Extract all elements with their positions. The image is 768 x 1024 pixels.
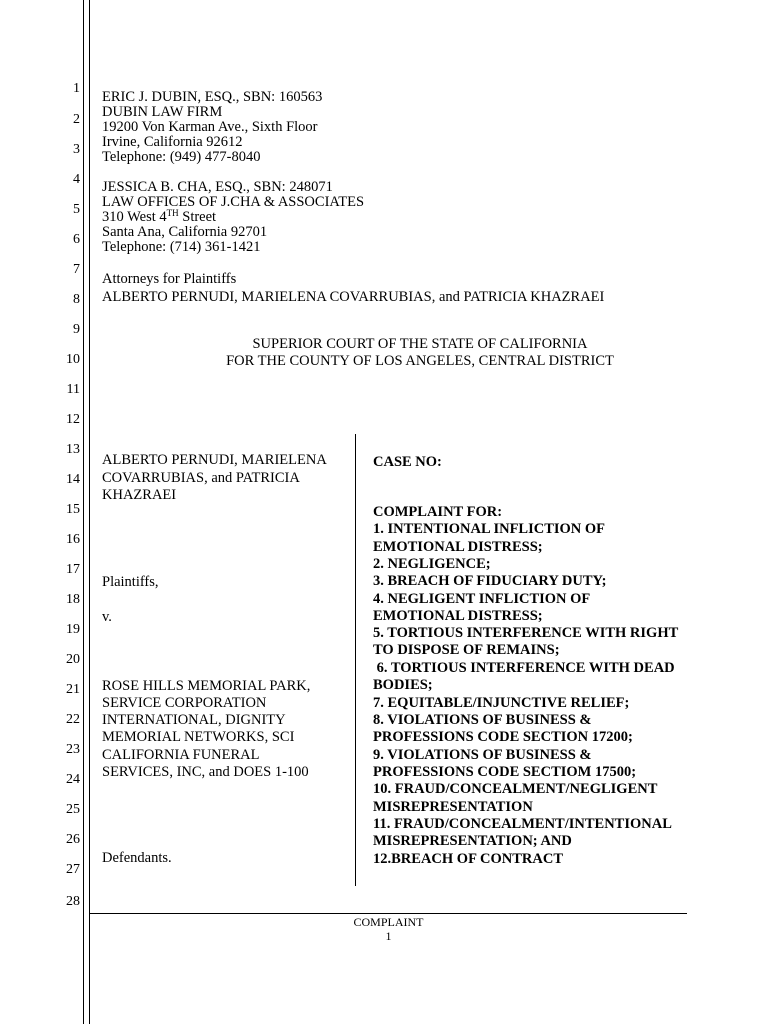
counsel-phone: Telephone: (714) 361-1421 — [102, 239, 261, 255]
line-number: 21 — [66, 682, 80, 697]
defendants-label: Defendants. — [102, 850, 172, 866]
cause-of-action-line: 10. FRAUD/CONCEALMENT/NEGLIGENT — [373, 781, 658, 797]
line-number: 14 — [66, 472, 80, 487]
attorneys-for-label: Attorneys for Plaintiffs — [102, 271, 237, 287]
line-number: 12 — [66, 412, 80, 427]
cause-of-action-line: MISREPRESENTATION — [373, 799, 533, 815]
cause-of-action-line: EMOTIONAL DISTRESS; — [373, 608, 543, 624]
versus-label: v. — [102, 609, 112, 625]
line-number: 27 — [66, 862, 80, 877]
line-number: 19 — [66, 622, 80, 637]
plaintiffs-label: Plaintiffs, — [102, 574, 159, 590]
defendant-name-line: CALIFORNIA FUNERAL — [102, 747, 260, 763]
defendant-name-line: INTERNATIONAL, DIGNITY — [102, 712, 286, 728]
left-margin-rule-outer — [83, 0, 84, 1024]
line-number: 25 — [66, 802, 80, 817]
line-number: 9 — [73, 322, 80, 337]
court-name: SUPERIOR COURT OF THE STATE OF CALIFORNIA — [252, 336, 588, 352]
cause-of-action-line: 8. VIOLATIONS OF BUSINESS & — [373, 712, 592, 728]
cause-of-action-line: 4. NEGLIGENT INFLICTION OF — [373, 591, 591, 607]
line-number: 26 — [66, 832, 80, 847]
address-ordinal-suffix: TH — [166, 208, 179, 218]
left-margin-rule-inner — [89, 0, 90, 1024]
line-number: 3 — [73, 142, 80, 157]
complaint-for-heading: COMPLAINT FOR: — [373, 504, 503, 520]
cause-of-action-line: PROFESSIONS CODE SECTIOM 17500; — [373, 764, 637, 780]
counsel-address: 19200 Von Karman Ave., Sixth Floor — [102, 119, 318, 135]
line-number: 5 — [73, 202, 80, 217]
cause-of-action-line: 12.BREACH OF CONTRACT — [373, 851, 563, 867]
cause-of-action-line: PROFESSIONS CODE SECTION 17200; — [373, 729, 633, 745]
plaintiff-name-line: KHAZRAEI — [102, 487, 177, 503]
caption-divider — [355, 434, 356, 886]
line-number: 22 — [66, 712, 80, 727]
cause-of-action-line: 3. BREACH OF FIDUCIARY DUTY; — [373, 573, 607, 589]
address-street-number: 310 West 4 — [102, 209, 167, 225]
line-number: 2 — [73, 112, 80, 127]
line-number: 4 — [73, 172, 80, 187]
defendant-name-line: MEMORIAL NETWORKS, SCI — [102, 729, 295, 745]
plaintiff-name-line: ALBERTO PERNUDI, MARIELENA — [102, 452, 327, 468]
footer-rule — [90, 913, 687, 914]
footer-title: COMPLAINT — [353, 915, 424, 929]
plaintiff-name-line: COVARRUBIAS, and PATRICIA — [102, 470, 300, 486]
counsel-name: ERIC J. DUBIN, ESQ., SBN: 160563 — [102, 89, 323, 105]
cause-of-action-line: 9. VIOLATIONS OF BUSINESS & — [373, 747, 592, 763]
counsel-city: Santa Ana, California 92701 — [102, 224, 268, 240]
line-number: 10 — [66, 352, 80, 367]
line-number: 17 — [66, 562, 80, 577]
line-number: 16 — [66, 532, 80, 547]
line-number: 11 — [66, 382, 80, 397]
defendant-name-line: SERVICE CORPORATION — [102, 695, 267, 711]
counsel-address — [102, 210, 216, 225]
cause-of-action-line: TO DISPOSE OF REMAINS; — [373, 642, 560, 658]
page-number: 1 — [385, 929, 392, 943]
plaintiffs-names-line: ALBERTO PERNUDI, MARIELENA COVARRUBIAS, and PATRICIA KHAZRAEI — [102, 289, 605, 305]
counsel-city: Irvine, California 92612 — [102, 134, 243, 150]
line-number: 24 — [66, 772, 80, 787]
case-number-label: CASE NO: — [373, 454, 442, 470]
cause-of-action-line: BODIES; — [373, 677, 433, 693]
line-number: 7 — [73, 262, 80, 277]
defendant-name-line: ROSE HILLS MEMORIAL PARK, — [102, 678, 311, 694]
line-number: 6 — [73, 232, 80, 247]
counsel-name: JESSICA B. CHA, ESQ., SBN: 248071 — [102, 179, 333, 195]
line-number: 1 — [73, 81, 80, 96]
line-number: 28 — [66, 894, 80, 909]
counsel-firm: LAW OFFICES OF J.CHA & ASSOCIATES — [102, 194, 365, 210]
line-number: 15 — [66, 502, 80, 517]
line-number: 13 — [66, 442, 80, 457]
cause-of-action-line: 1. INTENTIONAL INFLICTION OF — [373, 521, 606, 537]
court-county: FOR THE COUNTY OF LOS ANGELES, CENTRAL DISTRICT — [226, 353, 614, 369]
cause-of-action-line: 2. NEGLIGENCE; — [373, 556, 491, 572]
cause-of-action-line: 5. TORTIOUS INTERFERENCE WITH RIGHT — [373, 625, 679, 641]
cause-of-action-line: MISREPRESENTATION; AND — [373, 833, 572, 849]
cause-of-action-line: 7. EQUITABLE/INJUNCTIVE RELIEF; — [373, 695, 630, 711]
line-number: 8 — [73, 292, 80, 307]
cause-of-action-line: 11. FRAUD/CONCEALMENT/INTENTIONAL — [373, 816, 672, 832]
address-street-word: Street — [178, 209, 217, 225]
cause-of-action-line: EMOTIONAL DISTRESS; — [373, 539, 543, 555]
line-number: 18 — [66, 592, 80, 607]
counsel-phone: Telephone: (949) 477-8040 — [102, 149, 261, 165]
cause-of-action-line: 6. TORTIOUS INTERFERENCE WITH DEAD — [373, 660, 675, 676]
counsel-firm: DUBIN LAW FIRM — [102, 104, 223, 120]
line-number: 23 — [66, 742, 80, 757]
defendant-name-line: SERVICES, INC, and DOES 1-100 — [102, 764, 309, 780]
line-number: 20 — [66, 652, 80, 667]
